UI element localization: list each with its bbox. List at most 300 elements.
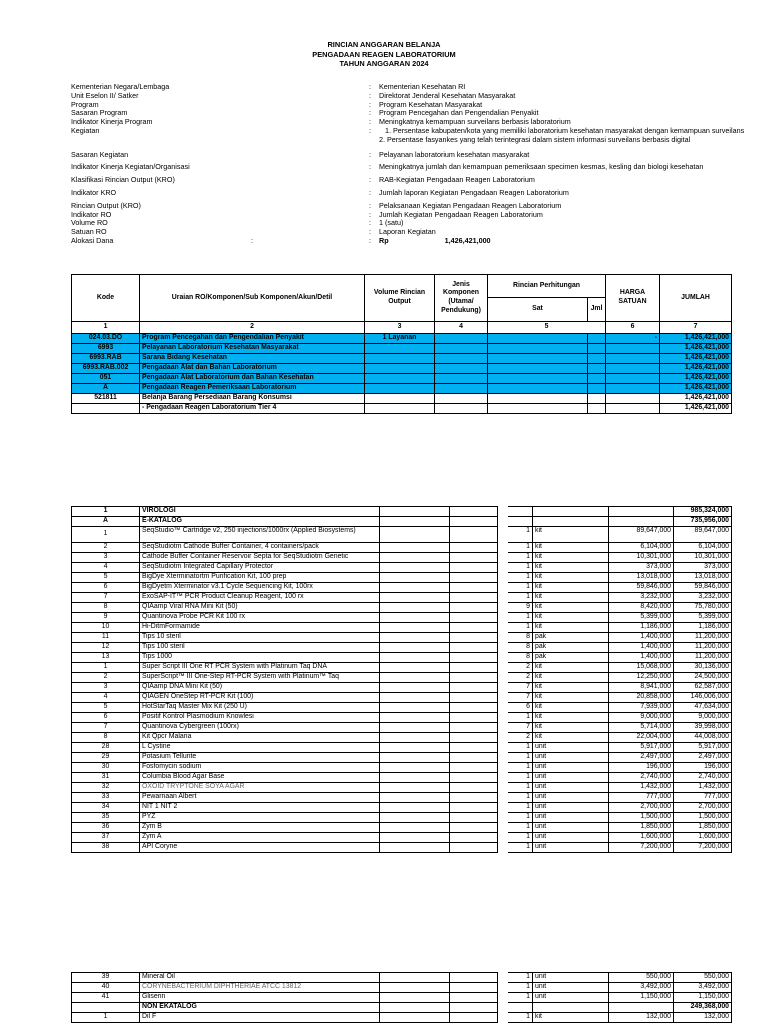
item-price: 550,000 [609,973,674,983]
item-row [72,703,732,713]
item-row [72,793,732,803]
item-spacer [498,663,508,673]
item-volume [380,613,450,623]
item-jenis [450,593,498,603]
item-no: 6 [72,583,140,593]
budget-summary-table [71,274,732,414]
item-no: 5 [72,703,140,713]
item-qty: 2 [508,733,533,743]
item-jenis [450,803,498,813]
item-volume [380,573,450,583]
item-qty: 1 [508,973,533,983]
item-jenis [450,703,498,713]
meta-row [71,211,761,220]
item-volume [380,733,450,743]
col-num-5: 5 [488,322,606,334]
summary-kode: A [72,384,140,394]
col-volume: Volume Rincian Output [365,275,435,322]
item-spacer [498,813,508,823]
summary-kode: 6993.RAB.002 [72,364,140,374]
item-no: 9 [72,613,140,623]
item-name: Dil F [140,1013,380,1023]
item-qty: 1 [508,833,533,843]
item-no: 13 [72,653,140,663]
item-unit: unit [533,843,609,853]
item-table-continued [71,972,732,1023]
meta-label: Klasifikasi Rincian Output (KRO) [71,175,175,185]
item-spacer [498,723,508,733]
item-total: 2,497,000 [674,753,732,763]
item-jenis [450,553,498,563]
summary-row [72,334,732,344]
meta-label: Indikator Kinerja Program [71,117,153,127]
item-volume [380,983,450,993]
item-price: 196,000 [609,763,674,773]
item-total: 47,634,000 [674,703,732,713]
summary-harga [606,374,660,384]
item-total: 5,399,000 [674,613,732,623]
summary-volume [365,404,435,414]
item-row [72,993,732,1003]
item-no: 40 [72,983,140,993]
item-qty: 1 [508,773,533,783]
item-unit: kit [533,583,609,593]
col-kode: Kode [72,275,140,322]
item-qty: 1 [508,613,533,623]
item-unit [533,1003,609,1013]
item-price: 5,399,000 [609,613,674,623]
item-volume [380,663,450,673]
meta-value [379,219,761,228]
item-total: 44,008,000 [674,733,732,743]
item-name: Mineral Oil [140,973,380,983]
item-no: 2 [72,673,140,683]
item-volume [380,743,450,753]
item-price: 1,400,000 [609,633,674,643]
item-volume [380,803,450,813]
summary-uraian: Pelayanan Laboratorium Kesehatan Masyarakat [140,344,365,354]
item-no: 30 [72,763,140,773]
item-unit: unit [533,773,609,783]
item-jenis [450,973,498,983]
item-name: Pewarnaan Albert [140,793,380,803]
item-price: 7,939,000 [609,703,674,713]
item-volume [380,507,450,517]
item-total: 1,432,000 [674,783,732,793]
summary-jenis [435,384,488,394]
item-unit: kit [533,683,609,693]
item-row [72,633,732,643]
item-price: 1,432,000 [609,783,674,793]
summary-row [72,374,732,384]
item-qty: 1 [508,743,533,753]
summary-sat [488,384,588,394]
meta-row [71,176,761,185]
item-qty: 1 [508,843,533,853]
item-volume [380,517,450,527]
item-volume [380,563,450,573]
summary-jenis [435,344,488,354]
meta-value-text: Jumlah Kegiatan Pengadaan Reagen Laboratorium [379,209,543,219]
item-price: 3,492,000 [609,983,674,993]
item-total: 30,136,000 [674,663,732,673]
item-no: 10 [72,623,140,633]
item-no: A [72,517,140,527]
item-jenis [450,763,498,773]
item-qty: 1 [508,993,533,1003]
item-name: SuperScript™ III One-Step RT-PCR System with Platinum™ Taq [140,673,380,683]
summary-harga [606,364,660,374]
item-unit: kit [533,603,609,613]
item-price: 8,941,000 [609,683,674,693]
item-unit: unit [533,793,609,803]
item-volume [380,693,450,703]
item-jenis [450,753,498,763]
item-price [609,507,674,517]
item-total: 11,200,000 [674,643,732,653]
item-price: 1,186,000 [609,623,674,633]
item-price: 89,647,000 [609,527,674,543]
meta-row [71,163,761,172]
item-jenis [450,723,498,733]
summary-kode [72,404,140,414]
summary-jumlah: 1,426,421,000 [660,344,732,354]
item-unit: kit [533,613,609,623]
item-no: 33 [72,793,140,803]
item-unit: unit [533,973,609,983]
item-spacer [498,1003,508,1013]
summary-harga [606,384,660,394]
summary-volume [365,354,435,364]
summary-harga [606,404,660,414]
item-row [72,823,732,833]
item-unit: kit [533,723,609,733]
item-jenis [450,733,498,743]
item-unit: pak [533,633,609,643]
alokasi-colon-2: : [369,235,371,245]
item-price: 9,000,000 [609,713,674,723]
item-jenis [450,643,498,653]
item-jenis [450,713,498,723]
summary-jumlah: 1,426,421,000 [660,364,732,374]
meta-value-text: Program Pencegahan dan Pengendalian Penyakit [379,108,539,118]
summary-jumlah: 1,426,421,000 [660,384,732,394]
summary-jenis [435,334,488,344]
meta-label: Indikator RO [71,209,112,219]
document-title [0,40,768,69]
item-unit: unit [533,763,609,773]
alokasi-amount: 1,426,421,000 [444,235,491,245]
item-no: 36 [72,823,140,833]
summary-kode: 6993 [72,344,140,354]
item-name: BigDyetm Xterminator v3.1 Cycle Sequencing Kit, 100rx [140,583,380,593]
item-volume [380,653,450,663]
item-total: 1,500,000 [674,813,732,823]
item-total: 5,917,000 [674,743,732,753]
item-total: 2,700,000 [674,803,732,813]
summary-uraian: Sarana Bidang Kesehatan [140,354,365,364]
item-price: 777,000 [609,793,674,803]
item-qty: 7 [508,683,533,693]
summary-jml [588,404,606,414]
item-volume [380,783,450,793]
meta-colon: : [369,175,371,185]
item-jenis [450,1003,498,1013]
item-unit: pak [533,643,609,653]
meta-label: Satuan RO [71,227,107,237]
item-no: 37 [72,833,140,843]
item-jenis [450,793,498,803]
item-total: 777,000 [674,793,732,803]
item-unit: kit [533,693,609,703]
item-no: 1 [72,1013,140,1023]
item-row [72,643,732,653]
item-total: 75,780,000 [674,603,732,613]
item-unit: kit [533,1013,609,1023]
item-name: HotStarTaq Master Mix Kit (250 U) [140,703,380,713]
item-unit: unit [533,743,609,753]
item-no: 41 [72,993,140,1003]
item-name: Hi-DitmFormamide [140,623,380,633]
meta-colon: : [369,209,371,219]
item-name: QIAamp DNA Mini Kit (50) [140,683,380,693]
item-unit: kit [533,673,609,683]
item-price: 13,018,000 [609,573,674,583]
summary-row [72,364,732,374]
item-qty: 9 [508,603,533,613]
item-total: 39,998,000 [674,723,732,733]
item-jenis [450,663,498,673]
summary-sat [488,394,588,404]
item-qty [508,517,533,527]
item-unit: unit [533,823,609,833]
item-total: 373,000 [674,563,732,573]
item-total: 62,587,000 [674,683,732,693]
item-no: 4 [72,693,140,703]
item-jenis [450,1013,498,1023]
summary-sat [488,364,588,374]
meta-value-text: 1 (satu) [379,218,404,228]
meta-value-text: 1. Persentase kabupaten/kota yang memiliki laboratorium kesehatan masyarakat dengan kemampuan surveilans [385,125,745,135]
item-unit: unit [533,983,609,993]
meta-colon: : [369,82,371,91]
item-row [72,693,732,703]
meta-label: Program [71,99,99,109]
item-no: 6 [72,713,140,723]
meta-label: Kementerian Negara/Lembaga [71,82,170,91]
meta-colon: : [369,108,371,118]
item-volume [380,593,450,603]
item-no: 32 [72,783,140,793]
item-total: 1,600,000 [674,833,732,843]
item-qty: 1 [508,553,533,563]
item-name: Gliserin [140,993,380,1003]
item-spacer [498,693,508,703]
item-name: QIAamp Viral RNA Mini Kit (50) [140,603,380,613]
item-total: 196,000 [674,763,732,773]
summary-sat [488,334,588,344]
summary-harga [606,394,660,404]
item-spacer [498,753,508,763]
item-name: Zym A [140,833,380,843]
item-row [72,593,732,603]
item-price: 373,000 [609,563,674,573]
summary-jumlah: 1,426,421,000 [660,334,732,344]
item-total: 11,200,000 [674,653,732,663]
item-price: 15,068,000 [609,663,674,673]
item-price: 1,850,000 [609,823,674,833]
alokasi-value [379,237,761,246]
item-row [72,573,732,583]
item-no: 3 [72,553,140,563]
item-unit: kit [533,663,609,673]
summary-jml [588,394,606,404]
item-total: 735,956,000 [674,517,732,527]
item-spacer [498,823,508,833]
item-volume [380,973,450,983]
item-row [72,773,732,783]
alokasi-rp: Rp [379,235,389,245]
meta-row [71,151,761,160]
item-row [72,803,732,813]
item-qty: 1 [508,623,533,633]
item-unit: unit [533,803,609,813]
meta-colon: : [369,227,371,237]
alokasi-colon-1: : [251,235,253,245]
summary-kode: 6993.RAB [72,354,140,364]
item-unit: kit [533,543,609,553]
item-total: 13,018,000 [674,573,732,583]
item-jenis [450,833,498,843]
item-qty: 8 [508,633,533,643]
item-unit: kit [533,623,609,633]
item-spacer [498,743,508,753]
item-name: CORYNEBACTERIUM DIPHTHERIAE ATCC 13812 [140,983,380,993]
item-spacer [498,633,508,643]
col-jenis: Jenis Komponen (Utama/ Pendukung) [435,275,488,322]
summary-volume [365,344,435,354]
item-row [72,983,732,993]
item-volume [380,673,450,683]
item-spacer [498,703,508,713]
meta-block [71,83,761,246]
item-name: OXOID TRYPTONE SOYA AGAR [140,783,380,793]
item-volume [380,683,450,693]
item-unit: kit [533,593,609,603]
item-no: 2 [72,543,140,553]
item-price: 2,700,000 [609,803,674,813]
summary-harga: - [606,334,660,344]
summary-kode: 024.03.DO [72,334,140,344]
item-row [72,813,732,823]
item-qty: 1 [508,573,533,583]
item-price: 8,420,000 [609,603,674,613]
item-jenis [450,527,498,543]
item-no: 5 [72,573,140,583]
item-no: 11 [72,633,140,643]
item-qty: 7 [508,693,533,703]
item-no: 8 [72,603,140,613]
item-no: 34 [72,803,140,813]
item-price: 3,232,000 [609,593,674,603]
item-row [72,843,732,853]
item-total: 89,647,000 [674,527,732,543]
item-row [72,723,732,733]
meta-label: Sasaran Program [71,108,128,118]
item-price [609,517,674,527]
item-no: 4 [72,563,140,573]
item-spacer [498,673,508,683]
item-price: 12,250,000 [609,673,674,683]
item-qty: 1 [508,527,533,543]
item-spacer [498,973,508,983]
summary-row [72,344,732,354]
item-jenis [450,993,498,1003]
item-jenis [450,563,498,573]
summary-uraian: Program Pencegahan dan Pengendalian Penyakit [140,334,365,344]
item-total: 550,000 [674,973,732,983]
item-price: 1,500,000 [609,813,674,823]
item-name: L Cystine [140,743,380,753]
item-no: 8 [72,733,140,743]
item-row [72,713,732,723]
item-row [72,733,732,743]
item-volume [380,1013,450,1023]
item-no: 29 [72,753,140,763]
item-name: E-KATALOG [140,517,380,527]
item-name: NON EKATALOG [140,1003,380,1013]
item-no [72,1003,140,1013]
item-jenis [450,633,498,643]
item-row [72,543,732,553]
item-no: 38 [72,843,140,853]
meta-row [71,228,761,237]
summary-jenis [435,354,488,364]
item-price: 5,714,000 [609,723,674,733]
col-harga: HARGA SATUAN [606,275,660,322]
item-row [72,1013,732,1023]
meta-value-text: Kementerian Kesehatan RI [379,82,466,91]
col-jumlah: JUMLAH [660,275,732,322]
item-qty: 1 [508,983,533,993]
item-jenis [450,743,498,753]
item-total: 146,006,000 [674,693,732,703]
item-row [72,623,732,633]
item-row [72,973,732,983]
title-line-2: PENGADAAN REAGEN LABORATORIUM [312,49,456,59]
meta-colon: : [369,162,371,172]
summary-uraian: - Pengadaan Reagen Laboratorium Tier 4 [140,404,365,414]
item-total: 3,492,000 [674,983,732,993]
summary-jml [588,384,606,394]
item-spacer [498,613,508,623]
item-table [71,506,732,853]
item-qty: 1 [508,1013,533,1023]
item-row [72,507,732,517]
item-spacer [498,563,508,573]
meta-value [379,151,761,160]
summary-jumlah: 1,426,421,000 [660,394,732,404]
meta-colon: : [369,218,371,228]
item-jenis [450,983,498,993]
item-spacer [498,517,508,527]
item-price: 1,150,000 [609,993,674,1003]
item-row [72,833,732,843]
item-spacer [498,843,508,853]
item-no: 39 [72,973,140,983]
item-volume [380,713,450,723]
item-unit: kit [533,703,609,713]
